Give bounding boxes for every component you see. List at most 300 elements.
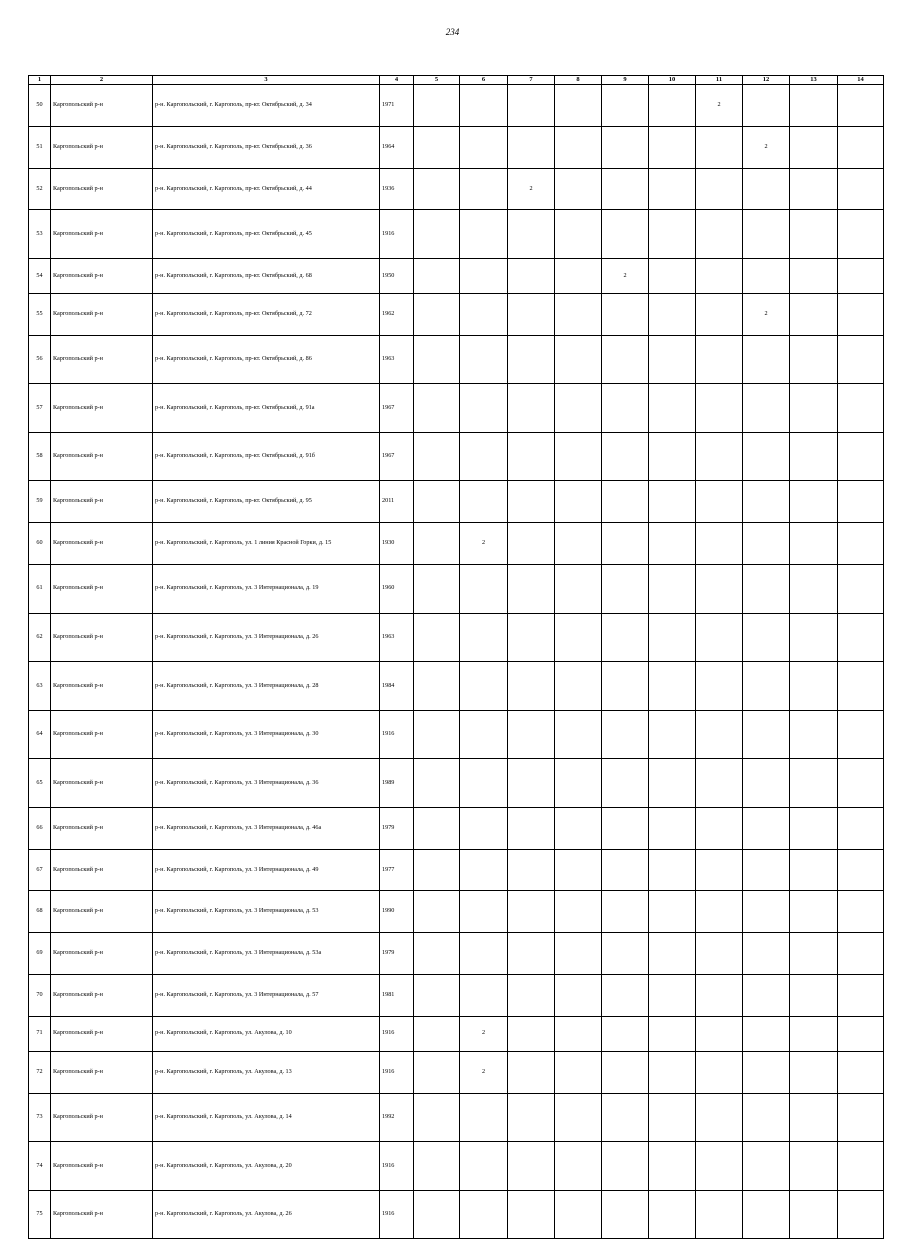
column-header: 8 <box>555 76 602 85</box>
value-cell <box>696 807 743 849</box>
value-cell <box>602 1016 649 1051</box>
value-cell <box>508 1142 555 1191</box>
value-cell <box>555 85 602 127</box>
value-cell <box>602 1051 649 1093</box>
address-cell: р-н. Каргопольский, г. Каргополь, пр-кт. Октябрьский, д. 95 <box>153 481 380 523</box>
row-number-cell: 62 <box>29 613 51 662</box>
value-cell <box>460 126 508 168</box>
value-cell <box>508 849 555 891</box>
district-cell: Каргопольский р-н <box>51 975 153 1017</box>
row-number-cell: 66 <box>29 807 51 849</box>
value-cell: 2 <box>460 1016 508 1051</box>
value-cell <box>790 1142 838 1191</box>
table-row <box>29 432 884 481</box>
value-cell <box>460 891 508 933</box>
district-cell: Каргопольский р-н <box>51 613 153 662</box>
value-cell <box>790 564 838 613</box>
value-cell <box>743 1051 790 1093</box>
value-cell <box>414 293 460 335</box>
district-cell: Каргопольский р-н <box>51 126 153 168</box>
value-cell <box>649 85 696 127</box>
value-cell <box>460 1093 508 1142</box>
value-cell <box>414 1190 460 1239</box>
value-cell <box>602 933 649 975</box>
district-cell: Каргопольский р-н <box>51 293 153 335</box>
value-cell <box>602 523 649 565</box>
value-cell <box>696 258 743 293</box>
year-cell: 1967 <box>380 384 414 433</box>
value-cell <box>696 1016 743 1051</box>
value-cell <box>555 662 602 711</box>
table-row <box>29 1190 884 1239</box>
year-cell: 2011 <box>380 481 414 523</box>
value-cell <box>602 849 649 891</box>
value-cell <box>555 432 602 481</box>
value-cell <box>508 1051 555 1093</box>
value-cell <box>508 891 555 933</box>
value-cell <box>790 126 838 168</box>
table-row <box>29 210 884 259</box>
value-cell <box>743 710 790 759</box>
value-cell <box>649 933 696 975</box>
address-cell: р-н. Каргопольский, г. Каргополь, ул. 3 Интернационала, д. 46а <box>153 807 380 849</box>
district-cell: Каргопольский р-н <box>51 523 153 565</box>
value-cell <box>555 384 602 433</box>
district-cell: Каргопольский р-н <box>51 710 153 759</box>
address-cell: р-н. Каргопольский, г. Каргополь, ул. 3 Интернационала, д. 28 <box>153 662 380 711</box>
year-cell: 1950 <box>380 258 414 293</box>
value-cell <box>414 710 460 759</box>
value-cell <box>414 849 460 891</box>
value-cell <box>555 126 602 168</box>
value-cell <box>555 523 602 565</box>
value-cell <box>508 710 555 759</box>
year-cell: 1963 <box>380 613 414 662</box>
value-cell <box>696 891 743 933</box>
value-cell <box>414 432 460 481</box>
value-cell <box>743 849 790 891</box>
value-cell <box>649 1051 696 1093</box>
row-number-cell: 70 <box>29 975 51 1017</box>
value-cell <box>790 933 838 975</box>
value-cell <box>838 975 884 1017</box>
value-cell <box>743 1190 790 1239</box>
value-cell <box>414 807 460 849</box>
value-cell <box>460 613 508 662</box>
value-cell <box>790 1093 838 1142</box>
address-cell: р-н. Каргопольский, г. Каргополь, пр-кт. Октябрьский, д. 91б <box>153 432 380 481</box>
row-number-cell: 63 <box>29 662 51 711</box>
header-row <box>29 76 884 85</box>
value-cell <box>555 258 602 293</box>
table-row <box>29 849 884 891</box>
year-cell: 1936 <box>380 168 414 210</box>
value-cell <box>602 710 649 759</box>
value-cell: 2 <box>602 258 649 293</box>
value-cell <box>414 335 460 384</box>
value-cell <box>838 1142 884 1191</box>
value-cell <box>790 613 838 662</box>
value-cell <box>696 335 743 384</box>
value-cell <box>838 849 884 891</box>
row-number-cell: 68 <box>29 891 51 933</box>
value-cell <box>743 1142 790 1191</box>
value-cell <box>790 975 838 1017</box>
table-row <box>29 710 884 759</box>
value-cell <box>696 523 743 565</box>
value-cell <box>508 759 555 808</box>
value-cell <box>414 210 460 259</box>
value-cell <box>460 335 508 384</box>
value-cell <box>790 432 838 481</box>
value-cell <box>790 759 838 808</box>
value-cell <box>649 258 696 293</box>
value-cell <box>743 523 790 565</box>
value-cell <box>743 891 790 933</box>
column-header: 5 <box>414 76 460 85</box>
value-cell: 2 <box>696 85 743 127</box>
district-cell: Каргопольский р-н <box>51 891 153 933</box>
district-cell: Каргопольский р-н <box>51 335 153 384</box>
value-cell <box>460 384 508 433</box>
row-number-cell: 50 <box>29 85 51 127</box>
value-cell <box>838 335 884 384</box>
value-cell <box>649 1016 696 1051</box>
value-cell <box>649 564 696 613</box>
value-cell <box>508 662 555 711</box>
district-cell: Каргопольский р-н <box>51 759 153 808</box>
value-cell <box>460 481 508 523</box>
row-number-cell: 73 <box>29 1093 51 1142</box>
address-cell: р-н. Каргопольский, г. Каргополь, ул. 3 Интернационала, д. 26 <box>153 613 380 662</box>
year-cell: 1960 <box>380 564 414 613</box>
address-cell: р-н. Каргопольский, г. Каргополь, ул. 3 Интернационала, д. 19 <box>153 564 380 613</box>
value-cell <box>696 1093 743 1142</box>
value-cell <box>602 335 649 384</box>
year-cell: 1977 <box>380 849 414 891</box>
value-cell <box>649 1190 696 1239</box>
district-cell: Каргопольский р-н <box>51 662 153 711</box>
value-cell <box>649 807 696 849</box>
value-cell <box>649 662 696 711</box>
value-cell <box>460 210 508 259</box>
value-cell <box>460 975 508 1017</box>
value-cell <box>838 1016 884 1051</box>
district-cell: Каргопольский р-н <box>51 432 153 481</box>
value-cell <box>602 807 649 849</box>
value-cell <box>790 849 838 891</box>
district-cell: Каргопольский р-н <box>51 481 153 523</box>
table-row <box>29 523 884 565</box>
value-cell <box>649 481 696 523</box>
value-cell <box>696 432 743 481</box>
address-cell: р-н. Каргопольский, г. Каргополь, ул. 3 Интернационала, д. 57 <box>153 975 380 1017</box>
value-cell <box>649 759 696 808</box>
address-cell: р-н. Каргопольский, г. Каргополь, пр-кт. Октябрьский, д. 86 <box>153 335 380 384</box>
value-cell <box>414 1142 460 1191</box>
address-cell: р-н. Каргопольский, г. Каргополь, ул. 3 Интернационала, д. 36 <box>153 759 380 808</box>
value-cell <box>555 564 602 613</box>
value-cell <box>790 710 838 759</box>
row-number-cell: 56 <box>29 335 51 384</box>
year-cell: 1916 <box>380 1190 414 1239</box>
district-cell: Каргопольский р-н <box>51 1093 153 1142</box>
row-number-cell: 54 <box>29 258 51 293</box>
table-row <box>29 613 884 662</box>
value-cell <box>414 933 460 975</box>
value-cell <box>555 1051 602 1093</box>
value-cell <box>696 1051 743 1093</box>
table-row <box>29 1142 884 1191</box>
value-cell <box>838 807 884 849</box>
value-cell <box>508 126 555 168</box>
value-cell <box>414 384 460 433</box>
value-cell <box>790 807 838 849</box>
value-cell <box>414 258 460 293</box>
value-cell <box>649 523 696 565</box>
value-cell <box>790 85 838 127</box>
address-cell: р-н. Каргопольский, г. Каргополь, ул. 3 Интернационала, д. 49 <box>153 849 380 891</box>
value-cell <box>743 975 790 1017</box>
column-header: 10 <box>649 76 696 85</box>
value-cell <box>602 293 649 335</box>
value-cell <box>460 1142 508 1191</box>
column-header: 14 <box>838 76 884 85</box>
year-cell: 1990 <box>380 891 414 933</box>
value-cell <box>555 1093 602 1142</box>
value-cell <box>414 564 460 613</box>
value-cell <box>696 975 743 1017</box>
value-cell <box>790 1051 838 1093</box>
table-row <box>29 1016 884 1051</box>
value-cell <box>649 126 696 168</box>
value-cell <box>555 481 602 523</box>
value-cell <box>414 662 460 711</box>
table-row <box>29 126 884 168</box>
row-number-cell: 52 <box>29 168 51 210</box>
value-cell <box>508 210 555 259</box>
address-cell: р-н. Каргопольский, г. Каргополь, ул. Акулова, д. 20 <box>153 1142 380 1191</box>
value-cell <box>790 384 838 433</box>
district-cell: Каргопольский р-н <box>51 564 153 613</box>
row-number-cell: 65 <box>29 759 51 808</box>
value-cell <box>790 335 838 384</box>
value-cell <box>696 1190 743 1239</box>
value-cell <box>460 85 508 127</box>
row-number-cell: 74 <box>29 1142 51 1191</box>
value-cell <box>838 933 884 975</box>
value-cell <box>743 335 790 384</box>
year-cell: 1962 <box>380 293 414 335</box>
address-cell: р-н. Каргопольский, г. Каргополь, пр-кт. Октябрьский, д. 44 <box>153 168 380 210</box>
address-cell: р-н. Каргопольский, г. Каргополь, ул. Акулова, д. 26 <box>153 1190 380 1239</box>
district-cell: Каргопольский р-н <box>51 384 153 433</box>
value-cell <box>602 85 649 127</box>
column-header: 4 <box>380 76 414 85</box>
value-cell <box>555 1142 602 1191</box>
value-cell <box>838 258 884 293</box>
table-row <box>29 564 884 613</box>
table-row <box>29 891 884 933</box>
district-cell: Каргопольский р-н <box>51 849 153 891</box>
table-row <box>29 1051 884 1093</box>
value-cell <box>649 210 696 259</box>
value-cell <box>790 523 838 565</box>
value-cell <box>602 384 649 433</box>
value-cell <box>508 1093 555 1142</box>
value-cell <box>743 1016 790 1051</box>
value-cell <box>460 849 508 891</box>
value-cell <box>696 168 743 210</box>
value-cell <box>838 891 884 933</box>
value-cell <box>649 613 696 662</box>
row-number-cell: 67 <box>29 849 51 891</box>
value-cell <box>414 759 460 808</box>
address-cell: р-н. Каргопольский, г. Каргополь, пр-кт. Октябрьский, д. 91а <box>153 384 380 433</box>
value-cell <box>743 613 790 662</box>
value-cell <box>555 210 602 259</box>
year-cell: 1916 <box>380 1016 414 1051</box>
district-cell: Каргопольский р-н <box>51 168 153 210</box>
value-cell <box>743 258 790 293</box>
year-cell: 1981 <box>380 975 414 1017</box>
value-cell <box>602 564 649 613</box>
value-cell <box>460 432 508 481</box>
year-cell: 1964 <box>380 126 414 168</box>
value-cell <box>696 662 743 711</box>
value-cell <box>508 523 555 565</box>
value-cell <box>555 807 602 849</box>
value-cell <box>649 849 696 891</box>
address-cell: р-н. Каргопольский, г. Каргополь, ул. Акулова, д. 10 <box>153 1016 380 1051</box>
address-cell: р-н. Каргопольский, г. Каргополь, ул. Акулова, д. 14 <box>153 1093 380 1142</box>
value-cell: 2 <box>743 126 790 168</box>
value-cell <box>602 432 649 481</box>
value-cell <box>790 168 838 210</box>
value-cell <box>602 891 649 933</box>
row-number-cell: 75 <box>29 1190 51 1239</box>
value-cell: 2 <box>508 168 555 210</box>
value-cell <box>508 933 555 975</box>
value-cell <box>838 1093 884 1142</box>
value-cell <box>743 85 790 127</box>
table-row <box>29 975 884 1017</box>
value-cell <box>555 335 602 384</box>
value-cell <box>696 126 743 168</box>
year-cell: 1916 <box>380 1051 414 1093</box>
value-cell <box>460 293 508 335</box>
value-cell <box>696 210 743 259</box>
value-cell <box>790 1016 838 1051</box>
column-header: 1 <box>29 76 51 85</box>
table-row <box>29 662 884 711</box>
table-body <box>29 85 884 1239</box>
value-cell <box>602 126 649 168</box>
table-row <box>29 933 884 975</box>
address-cell: р-н. Каргопольский, г. Каргополь, ул. Акулова, д. 13 <box>153 1051 380 1093</box>
value-cell <box>649 335 696 384</box>
value-cell <box>460 258 508 293</box>
value-cell <box>649 384 696 433</box>
value-cell <box>508 1016 555 1051</box>
value-cell <box>555 613 602 662</box>
table-row <box>29 481 884 523</box>
column-header: 11 <box>696 76 743 85</box>
value-cell <box>414 613 460 662</box>
value-cell <box>555 891 602 933</box>
value-cell <box>743 933 790 975</box>
value-cell <box>508 564 555 613</box>
value-cell <box>460 710 508 759</box>
value-cell <box>743 564 790 613</box>
row-number-cell: 53 <box>29 210 51 259</box>
column-header: 2 <box>51 76 153 85</box>
column-header: 13 <box>790 76 838 85</box>
value-cell <box>508 613 555 662</box>
value-cell <box>743 662 790 711</box>
table-row <box>29 85 884 127</box>
address-cell: р-н. Каргопольский, г. Каргополь, пр-кт. Октябрьский, д. 68 <box>153 258 380 293</box>
value-cell <box>838 564 884 613</box>
year-cell: 1930 <box>380 523 414 565</box>
building-registry-table <box>28 75 884 1239</box>
value-cell <box>602 975 649 1017</box>
value-cell <box>460 1190 508 1239</box>
value-cell <box>555 293 602 335</box>
address-cell: р-н. Каргопольский, г. Каргополь, ул. 3 Интернационала, д. 53а <box>153 933 380 975</box>
value-cell <box>696 293 743 335</box>
value-cell <box>838 759 884 808</box>
year-cell: 1984 <box>380 662 414 711</box>
district-cell: Каргопольский р-н <box>51 210 153 259</box>
value-cell <box>508 384 555 433</box>
value-cell <box>460 168 508 210</box>
value-cell <box>460 564 508 613</box>
column-header: 3 <box>153 76 380 85</box>
value-cell <box>508 85 555 127</box>
value-cell <box>508 258 555 293</box>
table-row <box>29 759 884 808</box>
value-cell <box>790 293 838 335</box>
column-header: 6 <box>460 76 508 85</box>
value-cell <box>555 1190 602 1239</box>
value-cell <box>649 293 696 335</box>
value-cell <box>838 432 884 481</box>
year-cell: 1963 <box>380 335 414 384</box>
value-cell <box>414 481 460 523</box>
value-cell <box>743 807 790 849</box>
row-number-cell: 58 <box>29 432 51 481</box>
value-cell <box>838 523 884 565</box>
value-cell <box>602 1190 649 1239</box>
value-cell <box>602 1093 649 1142</box>
district-cell: Каргопольский р-н <box>51 1142 153 1191</box>
year-cell: 1979 <box>380 933 414 975</box>
value-cell <box>649 1142 696 1191</box>
value-cell <box>696 613 743 662</box>
value-cell <box>790 258 838 293</box>
year-cell: 1967 <box>380 432 414 481</box>
value-cell <box>460 662 508 711</box>
year-cell: 1989 <box>380 759 414 808</box>
value-cell <box>696 759 743 808</box>
value-cell <box>649 891 696 933</box>
value-cell <box>838 168 884 210</box>
table-row <box>29 1093 884 1142</box>
table-row <box>29 384 884 433</box>
row-number-cell: 69 <box>29 933 51 975</box>
value-cell <box>696 710 743 759</box>
